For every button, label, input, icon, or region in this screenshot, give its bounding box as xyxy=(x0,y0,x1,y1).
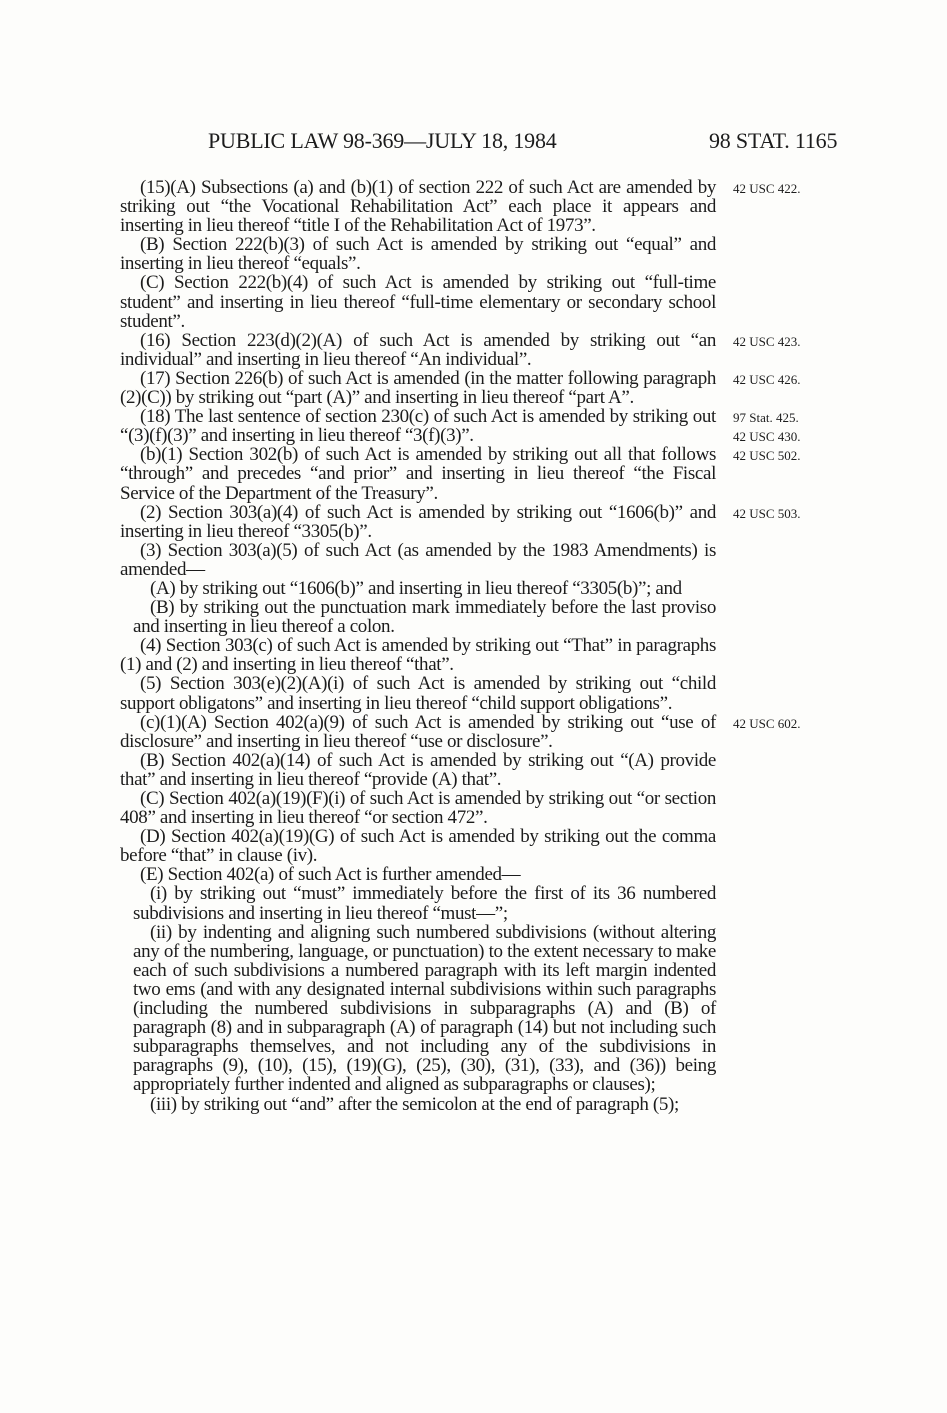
document-body xyxy=(120,177,801,1115)
margin-citation xyxy=(733,446,801,465)
paragraph xyxy=(120,541,716,579)
paragraph-text: (ii) by indenting and aligning such numbered subdivisions (without altering any of the numbering, language, or punctuation) to the extent necessary to make each of such subdivisions a numbered paragraph with its left margin indented two ems (and with any designated internal subdivisions within such paragraphs (including the numbered subdivisions in subparagraphs (A) and (B) of paragraph (8) and in subparagraph (A) of paragraph (14) but not including such subparagraphs themselves, and not including any of the subdivisions in paragraphs (9), (10), (15), (19)(G), (25), (30), (31), (33), and (36)) being appropriately further indented and aligned as subparagraphs or clauses); xyxy=(133,921,716,1096)
margin-citation xyxy=(733,714,801,733)
paragraph xyxy=(120,444,801,504)
paragraph-text: (16) Section 223(d)(2)(A) of such Act is amended by striking out “an individual” and inserting in lieu thereof “An individual”. xyxy=(120,329,716,370)
paragraph-text: (iii) by striking out “and” after the semicolon at the end of paragraph (5); xyxy=(150,1093,679,1115)
paragraph xyxy=(120,751,716,789)
citation-text: 42 USC 602. xyxy=(733,715,801,731)
sub-paragraph xyxy=(133,579,716,598)
paragraph xyxy=(120,501,801,542)
citation-text: 42 USC 430. xyxy=(733,429,801,445)
paragraph-text: (E) Section 402(a) of such Act is further amended— xyxy=(140,864,521,886)
sub-paragraph xyxy=(133,1095,716,1114)
citation-text: 42 USC 426. xyxy=(733,371,801,387)
paragraph-text: (B) Section 402(a)(14) of such Act is amended by striking out “(A) provide that” and inserting in lieu thereof “provide (A) that”. xyxy=(120,749,716,790)
paragraph-text: (B) Section 222(b)(3) of such Act is amended by striking out “equal” and inserting in lieu thereof “equals”. xyxy=(120,234,716,275)
paragraph xyxy=(120,273,716,330)
paragraph xyxy=(120,711,801,752)
paragraph-text: (17) Section 226(b) of such Act is amended (in the matter following paragraph (2)(C)) by striking out “part (A)” and inserting in lieu thereof “part A”. xyxy=(120,367,716,409)
paragraph xyxy=(120,177,801,237)
sub-paragraph xyxy=(133,884,716,922)
margin-citation xyxy=(733,370,801,389)
paragraph-text: (b)(1) Section 302(b) of such Act is amended by striking out all that follows “through” and precedes “and prior” and inserting in lieu thereof “the Fiscal Service of the Department of the Treasury”. xyxy=(120,444,716,504)
paragraph-text: (3) Section 303(a)(5) of such Act (as amended by the 1983 Amendments) is amended— xyxy=(120,539,716,580)
sub-paragraph xyxy=(133,923,716,1095)
running-header-stat-page: 98 STAT. 1165 xyxy=(709,128,838,153)
sub-paragraph xyxy=(133,598,716,636)
citation-text: 42 USC 422. xyxy=(733,181,801,196)
paragraph xyxy=(120,636,716,674)
margin-citation xyxy=(733,408,801,446)
margin-citation xyxy=(733,179,801,198)
paragraph-text: (A) by striking out “1606(b)” and inserting in lieu thereof “3305(b)”; and xyxy=(150,577,682,599)
running-header-title: PUBLIC LAW 98-369—JULY 18, 1984 xyxy=(208,128,557,153)
paragraph-text: (C) Section 222(b)(4) of such Act is amended by striking out “full-time student” and inserting in lieu thereof “full-time elementary or secondary school student”. xyxy=(120,272,716,332)
paragraph-text: (C) Section 402(a)(19)(F)(i) of such Act is amended by striking out “or section 408” and inserting in lieu thereof “or section 472”. xyxy=(120,788,716,829)
citation-text: 42 USC 502. xyxy=(733,448,801,464)
paragraph-text: (18) The last sentence of section 230(c) of such Act is amended by striking out “(3)(f)(3)” and inserting in lieu thereof “3(f)(3)”. xyxy=(120,406,716,447)
paragraph xyxy=(120,329,801,370)
paragraph-text: (i) by striking out “must” immediately before the first of its 36 numbered subdivisions and inserting in lieu thereof “must—”; xyxy=(133,883,716,924)
citation-text: 42 USC 423. xyxy=(733,333,801,349)
paragraph xyxy=(120,235,716,273)
paragraph xyxy=(120,367,801,409)
margin-citation xyxy=(733,332,801,351)
margin-citation xyxy=(733,504,801,523)
paragraph xyxy=(120,406,801,447)
paragraph xyxy=(120,789,716,827)
paragraph-text: (D) Section 402(a)(19)(G) of such Act is amended by striking out the comma before “that” in clause (iv). xyxy=(120,826,716,867)
paragraph-text: (B) by striking out the punctuation mark immediately before the last proviso and inserting in lieu thereof a colon. xyxy=(133,597,716,638)
paragraph xyxy=(120,827,716,865)
paragraph xyxy=(120,674,716,712)
paragraph-text: (15)(A) Subsections (a) and (b)(1) of section 222 of such Act are amended by striking out “the Vocational Rehabilitation Act” each place it appears and inserting in lieu thereof “title I of the Rehabilitation Act of 1973”. xyxy=(120,177,716,237)
paragraph-text: (c)(1)(A) Section 402(a)(9) of such Act is amended by striking out “use of disclosure” and inserting in lieu thereof “use or disclosure”. xyxy=(120,711,716,752)
paragraph-text: (4) Section 303(c) of such Act is amended by striking out “That” in paragraphs (1) and (2) and inserting in lieu thereof “that”. xyxy=(120,635,716,676)
paragraph xyxy=(120,865,716,884)
paragraph-text: (5) Section 303(e)(2)(A)(i) of such Act is amended by striking out “child support obligatons” and inserting in lieu thereof “child support obligations”. xyxy=(120,673,716,714)
paragraph-text: (2) Section 303(a)(4) of such Act is amended by striking out “1606(b)” and inserting in lieu thereof “3305(b)”. xyxy=(120,501,716,542)
citation-text: 97 Stat. 425. xyxy=(733,410,799,426)
citation-text: 42 USC 503. xyxy=(733,505,801,521)
